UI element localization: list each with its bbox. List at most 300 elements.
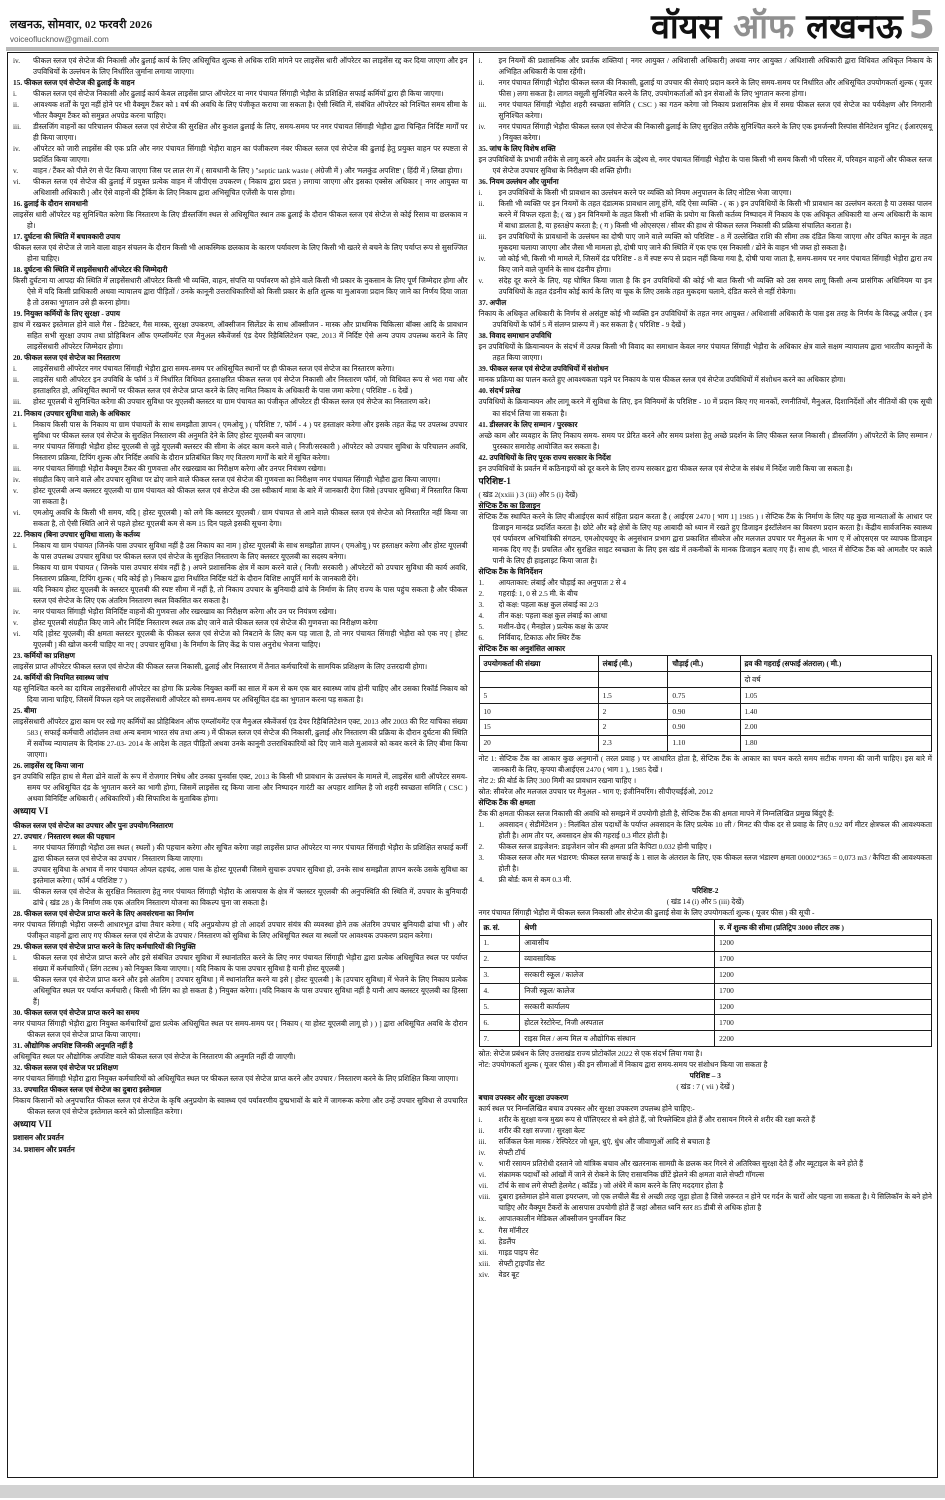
table-cell: 1200 [715,999,932,1015]
paragraph: इन उपविधि सहित हाथ से मैला ढोने वालों के रूप में रोजगार निषेध और उनका पुनर्वास एक्ट, 2013 के किसी भी प्रावधान के उल्लंघन के मामले में, लाइसेंस धारी ऑपरेटर समय-समय पर अधिसूचित दंड के भुगतान करने का भागी होगा, जिसमें लाइसेंस रद्द किया जाना और निष्पादन गारंटी का अपहार शामिल है जो शहरी स्वच्छता समिति ( CSC ) अथवा विनिर्दिष्ट अधिकारी ( अधिकारियों ) की सिफारिश के मुताबिक होगा। [13,772,468,804]
table-header-cell: लंबाई (मी.) [598,656,668,672]
list-item [479,1125,933,1136]
table-cell: 20 [479,735,598,751]
list-item [479,77,933,99]
list-item [13,507,468,529]
paragraph: यह सुनिश्चित करने का दायित्व लाइसेंसधारी ऑपरेटर का होगा कि प्रत्येक नियुक्त कर्मी का साल में कम से कम एक बार स्वास्थ्य जांच होनी चाहिए और उसका रिकॉर्ड निकाय को दिया जाना चाहिए, जिसमें विफल रहने पर लाइसेंसधारी ऑपरेटर को समय-समय पर अधिसूचित दंड का भुगतान करना पड़ सकता है। [13,683,468,704]
list-item-label: iii. [478,1137,487,1147]
list-item [13,886,468,908]
table-cell: 1.40 [740,704,932,720]
list-item-label: iii. [13,463,21,473]
list-item [479,275,933,297]
list-item-label: vi. [13,507,21,517]
table-cell: 3. [479,967,520,983]
paragraph: इन उपविधियों के क्रियान्वयन के संदर्भ में उत्पन्न किसी भी विवाद का समाधान केवल नगर पंचायत सिंगाही भेड़ौरा के अधिकार क्षेत्र वाले सक्षम न्यायालय द्वारा भारतीय कानूनों के तहत किया जाएगा। [478,342,932,363]
table-row [479,735,932,751]
table-cell: 2.3 [598,735,668,751]
list-item-text: होस्ट यूएलबी संग्रहीत किए जाने और निर्दिष्ट निस्तारण स्थल तक ढोए जाने वाले फीकल स्लज एवं सेप्टेज की गुणवत्ता का निरीक्षण करेगा [33,617,378,627]
list-item-label: 5. [478,622,485,632]
list-item-text: गाइड पाइप सेट [498,1247,539,1257]
appendix-heading: परिशिष्ट – 3 [689,1071,721,1081]
list-item-text: सेफ्टी टॉर्च [498,1148,526,1158]
paragraph: इन उपविधियों के प्रभावी तरीके से लागू करने और प्रवर्तन के उद्देश्य से, नगर पंचायत सिंगाही भेड़ौरा के पास किसी भी समय किसी भी परिसर में, परिवहन वाहनों और फीकल स्लज एवं सेप्टेज उपचार सुविधा के निरीक्षण की शक्ति होगी। [478,155,932,176]
list-item-text: फ्री बोर्ड: कम से कम 0.3 मी. [498,874,572,884]
list-item-text: आपातकालीन मेडिकल ऑक्सीजन पुनर्जीवन किट [498,1214,626,1224]
paragraph: इन उपविधियों के प्रवर्तन में कठिनाइयों को दूर करने के लिए राज्य सरकार द्वारा फीकल स्लज एवं सेप्टेज के संबंध में निर्देश जारी किया जा सकता है। [478,463,853,473]
table-cell: 10 [479,704,598,720]
table-subheader-cell [668,672,740,688]
list-item [13,463,468,474]
section-heading: 31. औद्योगिक अपशिष्ट जिनकी अनुमति नहीं है [13,1040,133,1050]
list-item [13,952,468,974]
paragraph: नोट 1: सेप्टिक टैंक का आकार कुछ अनुमानों ( तरल प्रवाह ) पर आधारित होता है, सेप्टिक टैंक के आकार का चयन करते समय सटीक गणना की जानी चाहिए। इस बारे में जानकारी के लिए, कृपया बीआईएस 2470 ( भाग 1 ), 1985 देखें । [478,753,932,774]
underlined-heading: सेप्टिक टैंक का डिजाइन [478,501,541,511]
list-item-text: इन उपविधियों के प्रावधानों के उल्लंघन का दोषी पाए जाने वाले व्यक्ति को परिशिष्ट - 8 में उल्लेखित राशि की सीमा तक दंडित किया जाएगा और उचित कानून के तहत मुकदमा चलाया जाएगा और जैसा भी मामला हो, दोषी पाए जाने की स्थिति में एक एफ एस निकासी / ढोने के वाहन भी जब्त हो सकता है। [498,232,932,253]
list-item-label: v. [478,1159,484,1169]
table-row [479,967,932,983]
list-item-text: फीकल स्लज एवं सेप्टेज प्राप्त करने और इसे अंतरिम [ उपचार सुविधा ] में स्थानांतरित करने या इसे [ होस्ट यूएलबी ] के [उपचार सुविधा] में भेजने के लिए निकाय प्रत्येक अधिसूचित स्थल पर पर्याप्त कर्मचारी ( किसी भी लिंग का हो सकता है ) नियुक्त करेगा। [यदि निकाय के पास उपचार सुविधा नहीं है यानी आप क्लस्टर यूएलबी का हिस्सा हैं] [33,974,468,1006]
list-item [479,874,933,885]
list-item-label: iv. [478,122,486,132]
section-heading: 32. फीकल स्लज एवं सेप्टेज पर प्रशिक्षण [13,1062,119,1072]
list-item-label: x. [478,1225,485,1235]
list-item [479,121,933,143]
list-item-label: iii. [13,886,21,896]
list-item-text: आयताकार: लंबाई और चौड़ाई का अनुपातः 2 से 4 [498,578,627,588]
article-body [7,52,938,1478]
table-cell: 1700 [715,1015,932,1031]
list-item [13,441,468,463]
table-cell: 7. [479,1031,520,1047]
table-cell: 1200 [715,967,932,983]
list-item-text: लाइसेंसधारी ऑपरेटर नगर पंचायत सिंगाही भेड़ौरा द्वारा समय-समय पर अधिसूचित स्थानों पर ही फीकल स्लज एवं सेप्टेज का निस्तारण करेगा। [33,364,395,374]
appendix-heading: परिशिष्ट-2 [692,885,719,895]
list-item [13,474,468,485]
list-item-label: vi. [478,1170,487,1180]
table-header-cell: रु. में शुल्क की सीमा (प्रतिट्रिप 3000 लीटर तक ) [715,920,932,936]
list-item [479,1191,933,1213]
list-item [13,99,468,121]
list-item-text: संदेह दूर करने के लिए, यह घोषित किया जाता है कि इन उपविधियों की कोई भी बात किसी भी व्यक्ति को उस समय लागू किसी अन्य प्रासंगिक अधिनियम या इन उपविधियों के तहत दंडनीय कोई कार्य के लिए या चूक के लिए उसके तहत मुकदमा चलाने, दंडित करने से नहीं रोकेगा। [498,276,932,297]
list-item-text: मशीन-छेद ( मैनहोल ) प्रत्येक कक्ष के ऊपर [498,622,609,632]
section-heading: 19. नियुक्त कर्मियों के लिए सुरक्षा - उपाय [13,309,121,319]
table-row [479,688,932,704]
list-item-label: i. [13,842,17,852]
table-cell: 1200 [715,935,932,951]
section-heading: 36. नियम उल्लंघन और जुर्माना [478,177,559,187]
list-item-text: नगर पंचायत सिंगाही भेड़ौरा शहरी स्वच्छता समिति ( CSC ) का गठन करेगा जो निकाय प्रशासनिक क्षेत्र में समग्र फीकल स्लज एवं सेप्टेज का पर्यवेक्षण और निगरानी सुनिश्चित करेगा। [498,100,932,121]
list-item-label: vi. [13,628,21,638]
list-item-text: हेडलैंप [498,1236,516,1246]
section-heading: 33. उपचारित फीकल स्लज एवं सेप्टेज का दुबारा इस्तेमाल [13,1084,162,1094]
appendix-subtitle: ( खंड 14 (i) और 5 (iii) देखें) [666,896,744,906]
list-item-label: 2. [478,589,485,599]
section-heading: 37. अपील [478,298,507,308]
list-item [479,1158,933,1169]
paragraph: स्रोत: सीवरेज और मलजल उपचार पर मैनुअल - भाग ए; इंजीनियरिंग। सीपीएचईईओ, 2012 [478,786,714,796]
list-item [13,121,468,143]
list-item-label: ii. [13,562,19,572]
paragraph: नोट 2: फ्री बोर्ड के लिए 300 मिमी का प्रावधान रखना चाहिए । [478,775,637,785]
list-item-text: गैस मॉनीटर [498,1225,529,1235]
paragraph: मानक प्रक्रिया का पालन करते हुए आवश्यकता पड़ने पर निकाय के पास फीकल स्लज एवं सेप्टेज उपविधियों में संशोधन करने का अधिकार होगा। [478,375,846,385]
list-item [479,599,933,610]
list-item-label: ii. [478,1126,485,1136]
list-item-text: होस्ट यूएलबी ये सुनिश्चित करेगा की उपचार सुविधा पर यूएलबी क्लस्टर या ग्राम पंचायत का पंजीकृत ऑपरेटर ही फीकल स्लज एवं सेप्टेज का निस्तारण करे। [33,397,431,407]
list-item-text: इन नियमों की प्रशासनिक और प्रवर्तक शक्तियां [ नगर आयुक्त / अधिशासी अधिकारी] अथवा नगर आयुक्त / अधिशासी अधिकारी द्वारा विधिवत अधिकृत निकाय के अभिहित अधिकारी के पास रहेंगी। [498,56,932,77]
table-cell: आवासीय [520,935,715,951]
section-heading: 40. संदर्भ प्रलेख [478,386,521,396]
list-item [479,632,933,643]
section-heading: 24. कर्मियों की नियमित स्वास्थ्य जांच [13,672,109,682]
section-heading: 35. जांच के लिए विशेष शक्ति [478,144,556,154]
list-item-label: ii. [13,974,19,984]
table-cell: 2 [598,704,668,720]
table-cell: 1.80 [740,735,932,751]
list-item [479,621,933,632]
list-item-label: iv. [13,144,21,154]
section-heading: 34. प्रशासन और प्रवर्तन [13,1144,75,1154]
section-heading: 15. फीकल स्लज एवं सेप्टेज की ढुलाई के वाहन [13,78,135,88]
table-cell: 5 [479,688,598,704]
list-item-label: i. [13,540,17,550]
header-rule [6,47,939,51]
section-heading: 20. फीकल स्लज एवं सेप्टेज का निस्तारण [13,353,120,363]
section-heading: 21. निकाय (उपचार सुविधा वाले) के अधिकार [13,408,131,418]
paragraph: स्रोत: सेप्टेज प्रबंधन के लिए उत्तराखंड राज्य प्रोटोकॉल 2022 से एक संदर्भ लिया गया है। [478,1049,703,1059]
table-cell: 2. [479,951,520,967]
chapter-heading: अध्याय VII [13,1118,52,1129]
list-item [13,617,468,628]
list-item [479,1136,933,1147]
list-item-label: v. [13,166,19,176]
list-item-label: iv. [13,56,21,65]
list-item [13,176,468,198]
list-item-label: 2. [478,841,485,851]
table-cell: राइस मिल / अन्य मिल य औद्योगिक संस्थान [520,1031,715,1047]
list-item-text: डीस्लजिंग वाहनों का परिचालन फीकल स्लज एवं सेप्टेज की सुरक्षित और कुशल ढुलाई के लिए, समय-समय पर नगर पंचायत सिंगाही भेड़ौरा द्वारा चिन्हित निर्दिष्ट मार्गों पर ही किया जाएगा। [33,122,468,143]
section-heading: 30. फीकल स्लज एवं सेप्टेज प्राप्त करने का समय [13,1007,140,1017]
table-cell: 6. [479,1015,520,1031]
list-item-text: यदि [होस्ट यूएलबी] की क्षमता क्लस्टर यूएलबी के फीकल स्लज एवं सेप्टेज को निबटाने के लिए कम पड़ जाता है, तो नगर पंचायत सिंगाही भेड़ौरा को एक नए [ होस्ट यूएलबी ] की खोज करनी चाहिए या नए [ उपचार सुविधा ] के निर्माण के लिए केंद्र के पास अनुरोध भेजना चाहिए। [33,628,468,649]
section-heading: 26. लाइसेंस रद्द किया जाना [13,761,84,770]
list-item [13,540,468,562]
table-row [479,1015,932,1031]
list-item-text: शरीर के सुरक्षा यन्त्र मुख्य रूप से पॉलिएस्टर से बने होते हैं, जो रिफ्लेक्टिव होते हैं और रासायन गिरने से शरीर की रक्षा करते हैं [498,1115,816,1125]
list-item-text: एमओयू अवधि के किसी भी समय, यदि [ होस्ट यूएलबी ] को लगे कि क्लस्टर यूएलबी / ग्राम पंचायत से आने वाले फीकल स्लज एवं सेप्टेज को निस्तारित नहीं किया जा सकता है, तो ऐसी स्थिति आने से पहले होस्ट यूएलबी कम से कम 15 दिन पहले इसकी सूचना देगा। [33,507,468,528]
list-item-label: viii. [478,1192,491,1202]
paragraph: हाथ में रखकर इस्तेमाल होने वाले गैस - डिटेक्टर, गैस मास्क, सुरक्षा उपकरण, ऑक्सीजन सिलेंडर के साथ ऑक्सीजन - मास्क और प्राथमिक चिकित्सा बॉक्स आदि के प्रावधान सहित सभी सुरक्षा उपाय तथा प्रोहिबिशन ऑफ एम्प्लॉयमेंट एज मैनुअल स्कैवेंजर्स एंड देयर रिहैबिलिटेशन एक्ट, 2013 में निर्दिष्ट ऐसे अन्य उपाय उपलब्ध कराने के लिए लाइसेंसधारी ऑपरेटर जिम्मेदार होगा। [13,320,468,352]
list-item [479,852,933,874]
section-heading: 17. दुर्घटना की स्थिति में बचावकारी उपाय [13,232,121,242]
list-item-label: i. [13,419,17,429]
table-cell: 2 [598,719,668,735]
list-item [479,1147,933,1158]
list-item [479,1247,933,1258]
list-item-label: 4. [478,611,485,621]
list-item [13,374,468,396]
table-cell: 1700 [715,983,932,999]
appendix-subtitle: ( खंड : 7 ( vii ) देखें ) [676,1082,735,1092]
table-cell: 1.05 [740,688,932,704]
list-item-text: उपचार सुविधा के अभाव में नगर पंचायत ओयल दहचंद, आस पास के होस्ट यूएलबी जिसमे सुचारू उपचार सुविधा हो, उनके साथ समझौता ज्ञापन करके उसके सुविधा का इस्तेमाल करेगा ( फॉर्म 4 परिशिष्ट 7 ) [33,864,468,885]
list-item-text: फीकल स्लज एवं सेप्टेज निकासी और ढुलाई कार्य केवल लाइसेंस प्राप्त ऑपरेटर या नगर पंचायत सिंगाही भेड़ौरा के प्रशिक्षित सफाई कर्मियों द्वारा ही किया जाएगा। [33,89,444,99]
list-item [479,99,933,121]
list-item-text: दुबारा इस्तेमाल होने वाला इयरप्लग, जो एक लचीले बैंड से अच्छी तरह जुड़ा होता है जिसे जरूरत न होने पर गर्दन के चारों ओर पहना जा सकता है। ये सिलिकॉन के बने होने चाहिए और वैक्यूम टैंकरों के आसपास उपयोगी होते हैं जहां औसत ध्वनि स्तर 85 डीबी से अधिक होता है [498,1192,932,1213]
section-heading: 18. दुर्घटना की स्थिति में लाइसेंसधारी ऑपरेटर की जिम्मेदारी [13,265,168,275]
paragraph: नगर पंचायत सिंगाही भेड़ौरा द्वारा नियुक्त कर्मचारियों को अधिसूचित स्थल पर फीकल स्लज एवं सेप्टेज प्राप्त करने और उपचार / निस्तारण करने के लिए प्रशिक्षित किया जाएगा। [13,1073,459,1083]
list-item-label: iii. [13,122,21,132]
section-heading: 41. डीस्लजर के लिए सम्मान / पुरस्कार [478,419,578,429]
list-item [479,588,933,599]
list-item [13,562,468,584]
table-row [479,1031,932,1047]
list-item [479,55,933,77]
table-cell: व्यावसायिक [520,951,715,967]
table-cell: 4. [479,983,520,999]
table-cell: 2200 [715,1031,932,1047]
list-item [479,1258,933,1269]
list-item-text: निर्विवाद, टिकाऊ और स्थिर टैंक [498,633,581,643]
list-item [479,231,933,253]
masthead-word1: वॉयस [651,7,722,47]
paragraph: कार्य स्थल पर निम्नलिखित बचाव उपस्कर और सुरक्षा उपकरण उपलब्ध होने चाहिए:- [478,1104,695,1114]
list-item [479,1180,933,1191]
list-item [13,606,468,617]
list-item [13,584,468,606]
table-header-cell: चौड़ाई (मी.) [668,656,740,672]
header-left [10,17,152,44]
list-item [479,610,933,621]
list-item [479,1225,933,1236]
section-heading: 38. विवाद समाधान उपविधि [478,331,552,341]
table-subheader-cell: दो वर्ष [740,672,932,688]
bold-line: सेप्टिक टैंक की क्षमता [478,797,536,807]
table-cell: सरकारी कार्यालय [520,999,715,1015]
left-column [8,53,473,1477]
list-item-text: फीकल स्लज एवं सेप्टेज की निकासी और ढुलाई कार्य के लिए अधिसूचित शुल्क से अधिक राशि मांगने पर लाइसेंस धारी ऑपरेटर का लाइसेंस रद्द कर दिया जाएगा और इन उपविधियों के उल्लंघन के लिए निर्धारित जुर्माना लगाया जाएगा। [33,56,468,77]
list-item-label: i. [13,89,17,99]
table-header-cell: उपयोगकर्ता की संख्या [479,656,598,672]
paragraph: अधिसूचित स्थल पर औद्योगिक अपशिष्ट वाले फीकल स्लज एवं सेप्टेज के निस्तारण की अनुमति नहीं दी जाएगी। [13,1051,296,1061]
list-item-label: iii. [478,100,487,110]
list-item-text: फीकल स्लज और मल भंडारण: फीकल स्लज सफाई के 1 साल के अंतराल के लिए, एक फीकल स्लज भंडारण क्षमता 00002*365 = 0,073 m3 / कैपिटा की आवश्यकता होती है। [498,852,932,873]
list-item [479,841,933,852]
table-cell: 1. [479,935,520,951]
table-cell: 1700 [715,951,932,967]
table-cell: 1.10 [668,735,740,751]
list-item-label: vii. [478,1181,489,1191]
masthead-word2: ऑफ [733,7,795,47]
list-item [13,55,468,77]
paragraph: लाइसेंसधारी ऑपरेटर द्वारा काम पर रखे गए कर्मियों का प्रोहिबिशन ऑफ एम्प्लॉयमेंट एज मैनुअल स्कैवेंजर्स एंड देयर रिहैबिलिटेशन एक्ट, 2013 और 2003 की रिट याचिका संख्या 583 ( सफाई कर्मचारी आंदोलन तथा अन्य बनाम भारत संघ तथा अन्य ) में फीकल स्लज एवं सेप्टेज की निकासी, ढुलाई और निस्तारण की प्रक्रिया के दौरान दुर्घटना की स्थिति में सर्वोच्च न्यायालय के दिनांक 27-03- 2014 के आदेश के तहत पीड़ितों अथवा उनके कानूनी उत्तराधिकारियों को दिए जाने वाले मुआवजे को कवर करने के लिए बीमा किया जाएगा। [13,716,468,759]
list-item [13,363,468,374]
user-fees-table [479,919,933,1047]
table-cell: 2.00 [740,719,932,735]
table-cell: सरकारी स्कूल / कालेज [520,967,715,983]
list-item-label: ii. [13,100,19,110]
section-heading: 16. ढुलाई के दौरान सावधानी [13,199,88,209]
list-item [479,253,933,275]
list-item-label: iii. [13,397,21,407]
table-row [479,719,932,735]
list-item-label: 3. [478,852,485,862]
contact-email: voiceoflucknow@gmail.com [10,35,109,44]
table-row [479,951,932,967]
list-item [479,1236,933,1247]
list-item-text: निकाय या ग्राम पंचायत ( जिनके पास उपचार संयंत्र नहीं है ) अपने प्रशासनिक क्षेत्र में काम करने वाले ( निजी/ सरकारी ) ऑपरेटरों को उपचार सुविधा की कार्य अवधि, निस्तारण प्रक्रिया, टिपिंग शुल्क ( यदि कोई हो ) निकाय द्वारा निर्धारित निर्दिष्ट घंटों के दौरान विशिष्ट आपूर्ति मार्ग के जानकारी देंगे। [33,562,468,583]
table-cell: 0.75 [668,688,740,704]
bold-line: सेप्टिक टैंक के विनिर्देशन [478,567,543,577]
section-heading: 28. फीकल स्लज एवं सेप्टेज प्राप्त करने के लिए अवसंरचना का निर्माण [13,908,194,918]
list-item-text: फीकल स्लज एवं सेप्टेज प्राप्त करने और इसे संबंधित उपचार सुविधा में स्थानांतरित करने के लिए नगर पंचायत सिंगाही भेड़ौरा द्वारा प्रत्येक अधिसूचित स्थल पर पर्याप्त संख्या में कर्मचारियों ( लिंग तटस्थ ) को नियुक्त किया जाएगा। [ यदि निकाय के पास उपचार सुविधा है यानी होस्ट यूएलबी ] [33,952,468,973]
bold-line: फीकल स्लज एवं सेप्टेज का उपचार और पुनः उपयोग/निस्तारण [13,820,174,830]
section-heading: 25. बीमा [13,705,37,715]
list-item-text: होस्ट यूएलबी अन्य क्लस्टर यूएलबी या ग्राम पंचायत को फीकल स्लज एवं सेप्टेज की उस स्वीकार्य मात्रा के बारे में जानकारी देगा जिसे [उपचार सुविधा] में निस्तारित किया जा सकता है। [33,485,468,506]
list-item-text: शरीर की रक्षा सज्जा / सुरक्षा बेल्ट [498,1126,585,1136]
bold-line: प्रशासन और प्रवर्तन [13,1133,64,1143]
list-item [479,1114,933,1125]
list-item-label: vi. [13,177,21,187]
section-heading: 42. उपविधियों के लिए पूरक राज्य सरकार के निर्देश [478,452,611,462]
list-item-text: टॉर्च के साथ लगे सेफ्टी हेलमेट ( कॉर्डेड ) जो अंधेरे में काम करने के लिए मददगार होता है [498,1181,724,1191]
paragraph: सेप्टिक टैंक स्थापित करने के लिए बीआईएस कार्य संहिता प्रदान करता है ( आईएस 2470 [ भाग 1] 1985 ) । सेप्टिक टैंक के निर्माण के लिए यह कुछ मान्यताओं के आधार पर डिजाइन मानदंड प्रदर्शित करता है। छोटे और बड़े क्षेत्रों के लिए यह आबादी को ध्यान में रखते हुए डिजाइन इंस्टॉलेशन का विवरण प्रदान करता है। केंद्रीय सार्वजनिक स्वास्थ्य एवं पर्यावरण अभियांत्रिकी संगठन, एमओएचयूए के अनुसंधान प्रभाग द्वारा प्रकाशित सीवरेज और मलजल उपचार पर मैनुअल के भाग ए में ओएसएस पर व्यापक डिजाइन मानक दिए गए हैं। प्रचलित और सुरक्षित साइट स्वच्छता के लिए इस खंड में तकनीकों के मानक डिजाइन बताए गए हैं। साथ ही, भारत में सेप्टिक टैंक को आमतौर पर काले पानी के लिए ही हाइलाइट किया जाता है। [478,512,932,566]
paragraph: अच्छे काम और व्यवहार के लिए निकाय समय- समय पर प्रेरित करने और समय प्रशंसा हेतु अच्छे प्रदर्शन के लिए फीकल स्लज निकासी ( डीस्लजिंग ) ऑपरेटरों के लिए सम्मान / पुरस्कार समारोह आयोजित कर सकता है। [478,430,932,451]
list-item-label: ii. [13,441,19,451]
list-item-label: iv. [13,606,21,616]
section-heading: 39. फीकल स्लज एवं सेप्टेज उपविधियों में संशोधन [478,364,609,374]
list-item-text: सर्जिकल फेस मास्क / रेस्पिरेटर जो धूल, धुएं, धुंध और जीवाणुओं आदि से बचाता है [498,1137,711,1147]
list-item [479,198,933,231]
list-item-text: फीकल स्लज एवं सेप्टेज की ढुलाई में प्रयुक्त प्रत्येक वाहन में जीपीएस उपकरण ( निकाय द्वारा प्रदत्त ) लगाया जाएगा और इसका एक्सेस अधिकार [ नगर आयुक्त या अधिशासी अधिकारी ] और ऐसे वाहनों की ट्रैकिंग के लिए निकाय द्वारा अभिसूचित एजेंसी के पास होगा। [33,177,468,198]
list-item-text: यदि निकाय होस्ट यूएलबी के क्लस्टर यूएलबी की स्पष्ट सीमा में नहीं है, तो निकाय उपचार के बुनियादी ढांचे के निर्माण के लिए राज्य के पास पहुंच सकता है और फीकल स्लज एवं सेप्टेज के लिए एक अंतरिम निस्तारण स्थल विकसित कर सकता है। [33,584,468,605]
list-item-label: xi. [478,1236,487,1246]
paragraph: निकाय के अधिकृत अधिकारी के निर्णय से असंतुष्ट कोई भी व्यक्ति इन उपविधियों के तहत नगर आयुक्त / अधिशासी अधिकारी के पास इस तरह के निर्णय के विरुद्ध अपील ( इन उपविधियों के फॉर्म 5 में संलग्न प्रारूप में ) कर सकता है ( परिशिष्ट - 9 देखें ) [478,309,932,330]
table-header-cell: श्रेणी [520,920,715,936]
list-item [13,628,468,650]
list-item-text: वेडर बूट [498,1269,520,1279]
list-item-label: v. [13,617,19,627]
list-item-text: फीकल स्लज डाइजेशन: डाइजेशन जोन की क्षमता प्रति कैपिटा 0.032 होनी चाहिए । [498,841,712,851]
list-item-label: ii. [13,375,19,385]
list-item-text: निकाय किसी पास के निकाय या ग्राम पंचायतों के साथ समझौता ज्ञापन ( एमओयू ) ( परिशिष्ट 7, फॉर्म - 4 ) पर हस्ताक्षर करेगा और इसके तहत केंद्र पर उपलब्ध उपचार सुविधा पर फीकल स्लज एवं सेप्टेज के सुरक्षित निस्तारण की अनुमति देने के लिए होस्ट यूएलबी बन जाएगा। [33,419,468,440]
section-heading: 23. कर्मियों का प्रशिक्षण [13,650,75,660]
table-row [479,983,932,999]
paragraph: निकाय किसानों को अनुपचारित फीकल स्लज एवं सेप्टेज के कृषि अनुप्रयोग के स्वास्थ्य एवं पर्यावरणीय दुष्प्रभावों के बारे में जागरूक करेगा और उन्हें उपचार सुविधा से उपचारित फीकल स्लज एवं सेप्टेज इस्तेमाल करने को प्रोत्साहित करेगा। [13,1095,468,1116]
list-item-text: ऑपरेटर को जारी लाइसेंस की एक प्रति और नगर पंचायत सिंगाही भेड़ौरा वाहन का पंजीकरण नंबर फीकल स्लज एवं सेप्टेज की ढुलाई हेतु प्रयुक्त वाहन पर स्पष्टता से प्रदर्शित किया जाएगा। [33,144,468,165]
list-item-text: किसी भी व्यक्ति पर इन नियमों के तहत दंडात्मक प्रावधान लागू होंगे, यदि ऐसा व्यक्ति - ( क ) इन उपविधियों के किसी भी प्रावधान का उल्लंघन करता है या उसका पालन करने में विफल रहता है; ( ख ) इन विनियमों के तहत किसी भी शक्ति के प्रयोग या किसी कर्तव्य निष्पादन में निकाय के एक अधिकृत अधिकारी या अन्य अधिकारी के काम में बाधा डालता है, या हस्तक्षेप करता है; ( ग ) किसी भी ओएसएस / सीवर की हाथ से फीकल स्लज निकासी की प्रक्रिया संचालित कराता है। [498,199,932,231]
paragraph: नगर पंचायत सिंगाही भेड़ौरा जरूरी आधारभूत ढांचा तैयार करेगा ( यदि अनुप्रयोज्य हो तो आदर्श उपचार संयंत्र की व्यवस्था होने तक अंतरिम उपचार बुनियादी ढांचा भी ) और पंजीकृत वाहनों द्वारा लाए गए फीकल स्लज एवं सेप्टेज के उपचार / निस्तारण को सुविधा के लिए अधिसूचित स्थल या स्थलों पर आवश्यक उपकरण प्रदान करेगा। [13,919,468,940]
list-item [13,485,468,507]
list-item [13,143,468,165]
list-item-text: नगर पंचायत सिंगाही भेड़ौरा फीकल स्लज एवं सेप्टेज की निकासी ढुलाई के लिए सुरक्षित तरीके सुनिश्चित करने के लिए एक इमर्जन्सी रिस्पांस सैनिटेशन यूनिट ( ईआरएसयू ) नियुक्त करेगा। [498,122,932,143]
dateline: लखनऊ, सोमवार, 02 फरवरी 2026 [10,19,153,31]
list-item-text: नगर पंचायत सिंगाही भेड़ौरा फीकल स्लज की निकासी, ढुलाई या उपचार की सेवाएं प्रदान करने के लिए समय-समय पर निर्धारित और अधिसूचित उपयोगकर्ता शुल्क ( यूजर फीस ) लगा सकता है। लागत वसूली सुनिश्चित करने के लिए, उपयोगकर्ताओं को इन सेवाओं के लिए भुगतान करना होगा। [498,78,932,99]
paragraph: उपविधियों के क्रियान्वयन और लागू करने में सुविधा के लिए, इन विनियमों के परिशिष्ट - 10 में प्रदान किए गए मानकों, रणनीतियों, मैनुअल, दिशानिर्देशों और नीतियों की एक सूची का संदर्भ लिया जा सकता है। [478,397,932,418]
list-item-label: i. [13,952,17,962]
list-item-label: i. [13,364,17,374]
list-item-label: xiv. [478,1269,490,1279]
list-item-label: xiii. [478,1258,491,1268]
list-item-label: xii. [478,1247,489,1257]
list-item [13,88,468,99]
list-item [479,577,933,588]
septic-tank-size-table [479,655,933,751]
list-item [13,165,468,176]
list-item [479,187,933,198]
list-item-text: गहराई: 1, 0 से 2.5 मी. के बीच [498,589,578,599]
list-item-label: ii. [478,199,485,209]
bold-line: बचाव उपस्कर और सुरक्षा उपकरण [478,1093,569,1103]
list-item-text: संग्रहीत किए जाने वाले और उपचार सुविधा पर ढोए जाने वाले फीकल स्लज एवं सेप्टेज की गुणवत्ता का निरीक्षण नगर पंचायत सिंगाही भेड़ौरा द्वारा किया जाएगा। [33,474,441,484]
list-item-text: आवश्यक शर्तों के पूरा नहीं होने पर भी वैक्यूम टैंकर को 1 वर्ष की अवधि के लिए पंजीकृत कराया जा सकता है। ऐसी स्थिति में, संबंधित ऑपरेटर को निश्चित समय सीमा के भीतर वैक्यूम टैंकर को समुन्नत अपग्रेड करना चाहिए। [33,100,468,121]
paragraph: नगर पंचायत सिंगाही भेड़ौरा में फीकल स्लज निकासी और सेप्टेज की ढुलाई सेवा के लिए उपयोगकर्ता शुल्क ( यूजर फीस ) की सूची - [478,907,815,917]
list-item-text: निकाय या ग्राम पंचायत [जिनके पास उपचार सुविधा नहीं है उस निकाय का नाम ] होस्ट यूएलबी के साथ समझौता ज्ञापन ( एमओयू ) पर हस्ताक्षर करेगा और होस्ट यूएलबी के पास उपलब्ध उपचार सुविधा पर फीकल स्लज एवं सेप्टेज के सुरक्षित निस्तारण के लिए क्लस्टर यूएलबी का सदस्य बनेगा। [33,540,468,561]
page-number: 5 [908,3,935,47]
list-item [479,1169,933,1180]
table-subheader-cell [479,672,598,688]
paragraph: फीकल स्लज एवं सेप्टेज ले जाने वाला वाहन संचलन के दौरान किसी भी आकस्मिक छलकाव के कारण पर्यावरण के लिए किसी भी खतरे से बचने के लिए पर्याप्त रूप से सुसज्जित होना चाहिए। [13,243,468,264]
list-item-text: संक्रामक पदार्थों को आंखों में जाने से रोकने के लिए रासायनिक छींटें झेलने की क्षमता वाले सेफ्टी गॉगल्स [498,1170,765,1180]
list-item-text: अवसादन ( सेडीमेंटेशन ) : निलंबित ठोस पदार्थों के पर्याप्त अवसादन के लिए प्रत्येक 10 ली / मिनट की पीक दर से प्रवाह के लिए 0.92 वर्ग मीटर क्षेत्रफल की आवश्यकता होती है। आम तौर पर, अवसादन क्षेत्र की गहराई 0.3 मीटर होती है। [498,819,932,840]
list-item-label: 4. [478,874,485,884]
bold-line: सेप्टिक टैंक का अनुशंसित आकार [478,644,566,654]
list-item-label: 1. [478,578,485,588]
list-item [13,974,468,1007]
section-heading: 27. उपचार / निस्तारण स्थल की पहचान [13,831,115,841]
paragraph: नोट: उपयोगकर्ता शुल्क ( यूजर फीस ) की इन सीमाओं में निकाय द्वारा समय-समय पर संशोधन किया जा सकता है [478,1060,768,1070]
table-cell: निजी स्कूल/ कालेज [520,983,715,999]
paragraph: लाइसेंस प्राप्त ऑपरेटर फीकल स्लज एवं सेप्टेज की फीकल स्लज निकासी, ढुलाई और निस्तारण में तैनात कर्मचारियों के सामयिक प्रशिक्षण के लिए उत्तरदायी होगा। [13,661,428,671]
table-cell: 0.90 [668,719,740,735]
list-item-label: i. [478,188,483,198]
list-item-label: ix. [478,1214,487,1224]
paragraph: लाइसेंस धारी ऑपरेटर यह सुनिश्चित करेगा कि निस्तारण के लिए डीस्लजिंग स्थल से अधिसूचित स्थान तक ढुलाई के दौरान फीकल स्लज एवं सेप्टेज से कोई रिसाव या छलकाव न हो। [13,210,468,231]
section-heading: 22. निकाय (बिना उपचार सुविधा वाला) के कर्तव्य [13,529,141,539]
section-heading: 29. फीकल स्लज एवं सेप्टेज प्राप्त करने के लिए कर्मचारियों की नियुक्ति [13,941,196,951]
list-item-text: भारी रसायन प्रतिरोधी दस्ताने जो यांत्रिक बचाव और खतरनाक सामग्री के छलक कर गिरने से अतिरिक्त सुरक्षा देते हैं और ब्यूटाइल के बने होते हैं [498,1159,864,1169]
table-cell: होटल रेस्टोरेन्ट, निजी अस्पताल [520,1015,715,1031]
list-item [13,864,468,886]
paragraph: ( खंड 2(xxiii ) 3 (iii) और 5 (i) देखें) [478,490,578,500]
list-item-text: नगर पंचायत सिंगाही भेड़ौरा विनिर्दिष्ट वाहनों की गुणवत्ता और रखरखाव का निरीक्षण करेगा और उन पर नियंत्रण रखेगा। [33,606,337,616]
list-item [479,1269,933,1280]
list-item [479,1213,933,1224]
right-column [473,53,938,1477]
list-item-text: नगर पंचायत सिंगाही भेड़ौरा वैक्यूम टैंकर की गुणवत्ता और रखरखाव का निरीक्षण करेगा और उनपर नियंत्रण रखेगा। [33,463,326,473]
list-item-label: v. [13,485,19,495]
list-item [479,819,933,841]
list-item-label: i. [478,1115,483,1125]
list-item-text: फीकल स्लज एवं सेप्टेज के सुरक्षित निस्तारण हेतु नगर पंचायत सिंगाही भेड़ौरा के आसपास के क्षेत्र में 'क्लस्टर यूएलबी' की अनुपस्थिति की स्थिति में, उपचार के बुनियादी ढांचे ( खंड 28 ) के निर्माण तक एक अंतरिम निस्तारण योजना का विकल्प चुना जा सकता है। [33,886,468,907]
list-item-text: नगर पंचायत सिंगाही भेड़ौरा होस्ट यूएलबी से जुड़े यूएलबी क्लस्टर की सीमा के अंदर काम करने वाले ( निजी/सरकारी ) ऑपरेटर को उपचार सुविधा के परिचालन अवधि, निस्तारण प्रक्रिया, टिपिंग शुल्क और निर्दिष्ट अवधि के दौरान प्रतिबंधित किए गए वितरण मार्गों के बारे में सूचित करेगा। [33,441,468,462]
paragraph: नगर पंचायत सिंगाही भेड़ौरा द्वारा नियुक्त कर्मचारियों द्वारा प्रत्येक अधिसूचित स्थल पर समय-समय पर [ निकाय ( या होस्ट यूएलबी लागू हो ) ) ] द्वारा अधिसूचित अवधि के दौरान फीकल स्लज एवं सेप्टेज प्राप्त किया जाएगा। [13,1018,468,1039]
table-cell: 15 [479,719,598,735]
table-subheader-cell [598,672,668,688]
list-item-text: इन उपविधियों के किसी भी प्रावधान का उल्लंघन करने पर व्यक्ति को नियम अनुपालन के लिए नोटिस भेजा जाएगा। [498,188,792,198]
list-item-label: i. [478,56,483,65]
table-header-cell: द्रव की गहराई (सफाई अंतराल) ( मी.) [740,656,932,672]
list-item [13,396,468,407]
list-item-label: iii. [478,232,487,242]
chapter-heading: अध्याय VI [13,806,49,817]
table-cell: 0.90 [668,704,740,720]
list-item-text: नगर पंचायत सिंगाही भेड़ौरा उस स्थल ( स्थलों ) की पहचान करेगा और सूचित करेगा जहां लाइसेंस प्राप्त ऑपरेटर या नगर पंचायत सिंगाही भेड़ौरा के प्रशिक्षित सफाई कर्मी द्वारा फीकल स्लज एवं सेप्टेज का उपचार / निस्तारण किया जाएगा। [33,842,468,863]
list-item-label: iv. [13,474,21,484]
list-item-label: 3. [478,600,485,610]
list-item-text: जो कोई भी, किसी भी मामले में, जिसमें दंड परिशिष्ट - 8 में स्पष्ट रूप से प्रदान नहीं किया गया है, दोषी पाया जाता है, समय-समय पर नगर पंचायत सिंगाही भेड़ौरा द्वारा तय किए जाने वाले जुर्माने के साथ दंडनीय होगा। [498,254,932,275]
page-header [0,0,945,47]
